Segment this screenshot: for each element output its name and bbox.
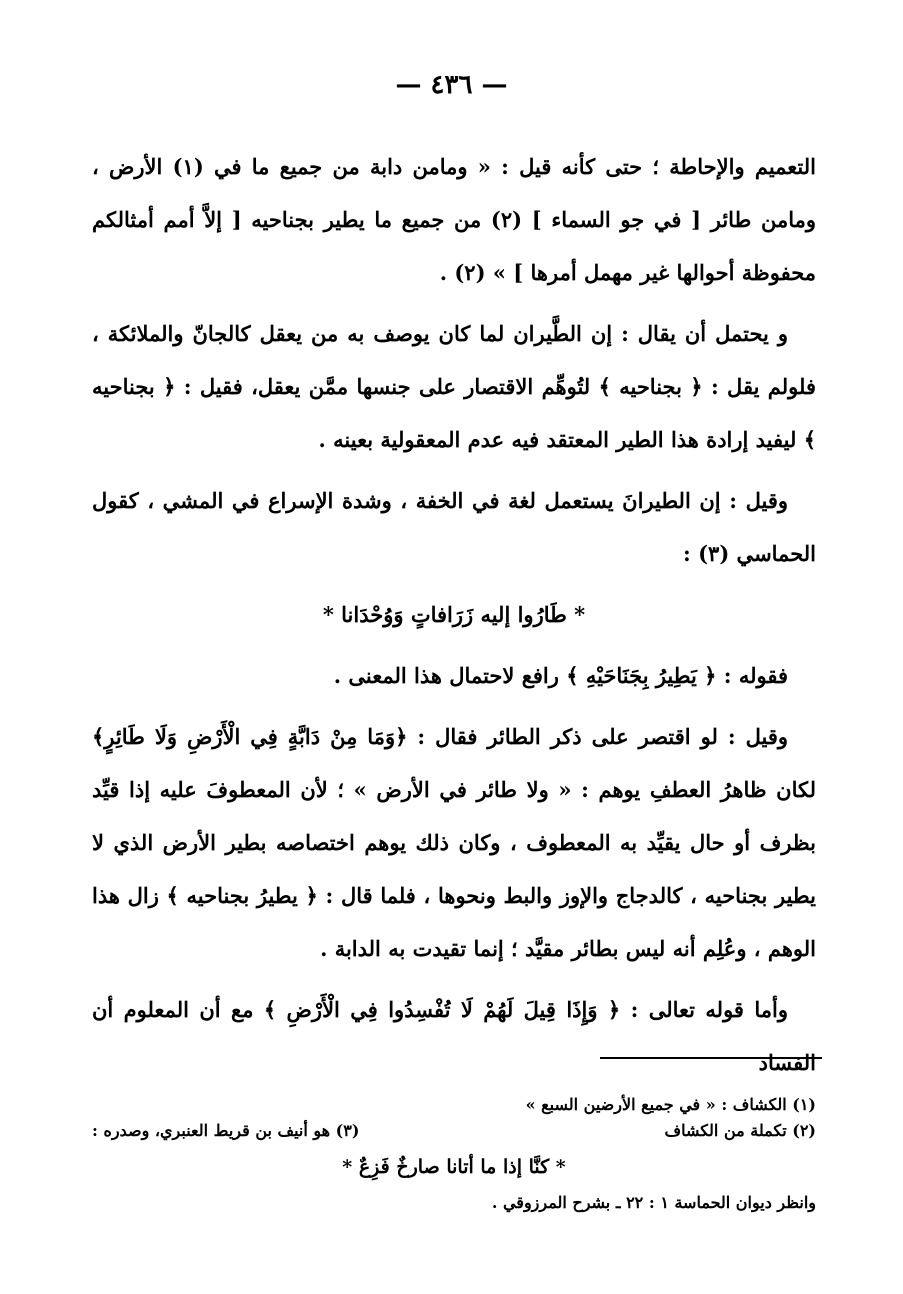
paragraph-5: وقيل : لو اقتصر على ذكر الطائر فقال : ﴿وَمَا مِنْ دَابَّةٍ فِي الْأَرْضِ وَلَا طَائِرٍ﴾ لكان ظاهرُ العطفِ يوهم : « ولا طائر في الأرض » ؛ لأن المعطوفَ عليه إذا قيِّد بظرف أو حال يقيِّد به المعطوف ، وكان ذلك يوهم اختصاصه بطير الأرض الذي لا يطير بجناحيه ، كالدجاج والإوز والبط ونحوها ، فلما قال : ﴿ يطيرُ بجناحيه ﴾ زال هذا الوهم ، وعُلِم أنه ليس بطائر مقيَّد ؛ إنما تقيدت به الدابة . xyxy=(92,724,816,961)
footnote-row-2-3 xyxy=(92,1118,816,1144)
paragraph-1: التعميم والإحاطة ؛ حتى كأنه قيل : « ومامن دابة من جميع ما في (١) الأرض ، ومامن طائر [ في جو السماء ] (٢) من جميع ما يطير بجناحيه [ إلاَّ أمم أمثالكم محفوظة أحوالها غير مهمل أمرها ] » (٢) . xyxy=(92,154,816,285)
footnote-divider xyxy=(600,1057,822,1059)
footnote-source: وانظر ديوان الحماسة ١ : ٢٢ ـ بشرح المرزوقي . xyxy=(491,1193,816,1212)
page-number: — ٤٣٦ — xyxy=(395,70,508,100)
poetry-verse: * طَارُوا إليه زَرَافاتٍ وَوُحْدَانا * xyxy=(322,602,586,627)
paragraph-4: فقوله : ﴿ يَطِيرُ بِجَنَاحَيْهِ ﴾ رافع لاحتمال هذا المعنى . xyxy=(333,663,788,688)
footnotes xyxy=(92,1092,816,1216)
paragraph-2: و يحتمل أن يقال : إن الطَّيران لما كان يوصف به من يعقل كالجانّ والملائكة ، فلولم يقل : ﴿ بجناحيه ﴾ لتُوهِّم الاقتصار على جنسها ممَّن يعقل، فقيل : ﴿ بجناحيه ﴾ ليفيد إرادة هذا الطير المعتقد فيه عدم المعقولية بعينه . xyxy=(92,321,816,452)
footnote-2: (٢) تكملة من الكشاف xyxy=(664,1121,816,1140)
footnote-verse: * كنَّا إذا ما أتانا صارخٌ فَزِعٌ * xyxy=(342,1156,566,1178)
footnote-1: (١) الكشاف : « في جميع الأرضين السبع » xyxy=(525,1095,816,1114)
paragraph-6: وأما قوله تعالى : ﴿ وَإِذَا قِيلَ لَهُمْ لَا تُفْسِدُوا فِي الْأَرْضِ ﴾ مع أن المعلوم أن الفساد xyxy=(92,997,816,1075)
paragraph-3: وقيل : إن الطيرانَ يستعمل لغة في الخفة ، وشدة الإسراع في المشي ، كقول الحماسي (٣) : xyxy=(92,488,816,566)
footnote-3: (٣) هو أنيف بن قريط العنبري، وصدره : xyxy=(92,1121,360,1140)
main-text xyxy=(92,140,816,1089)
